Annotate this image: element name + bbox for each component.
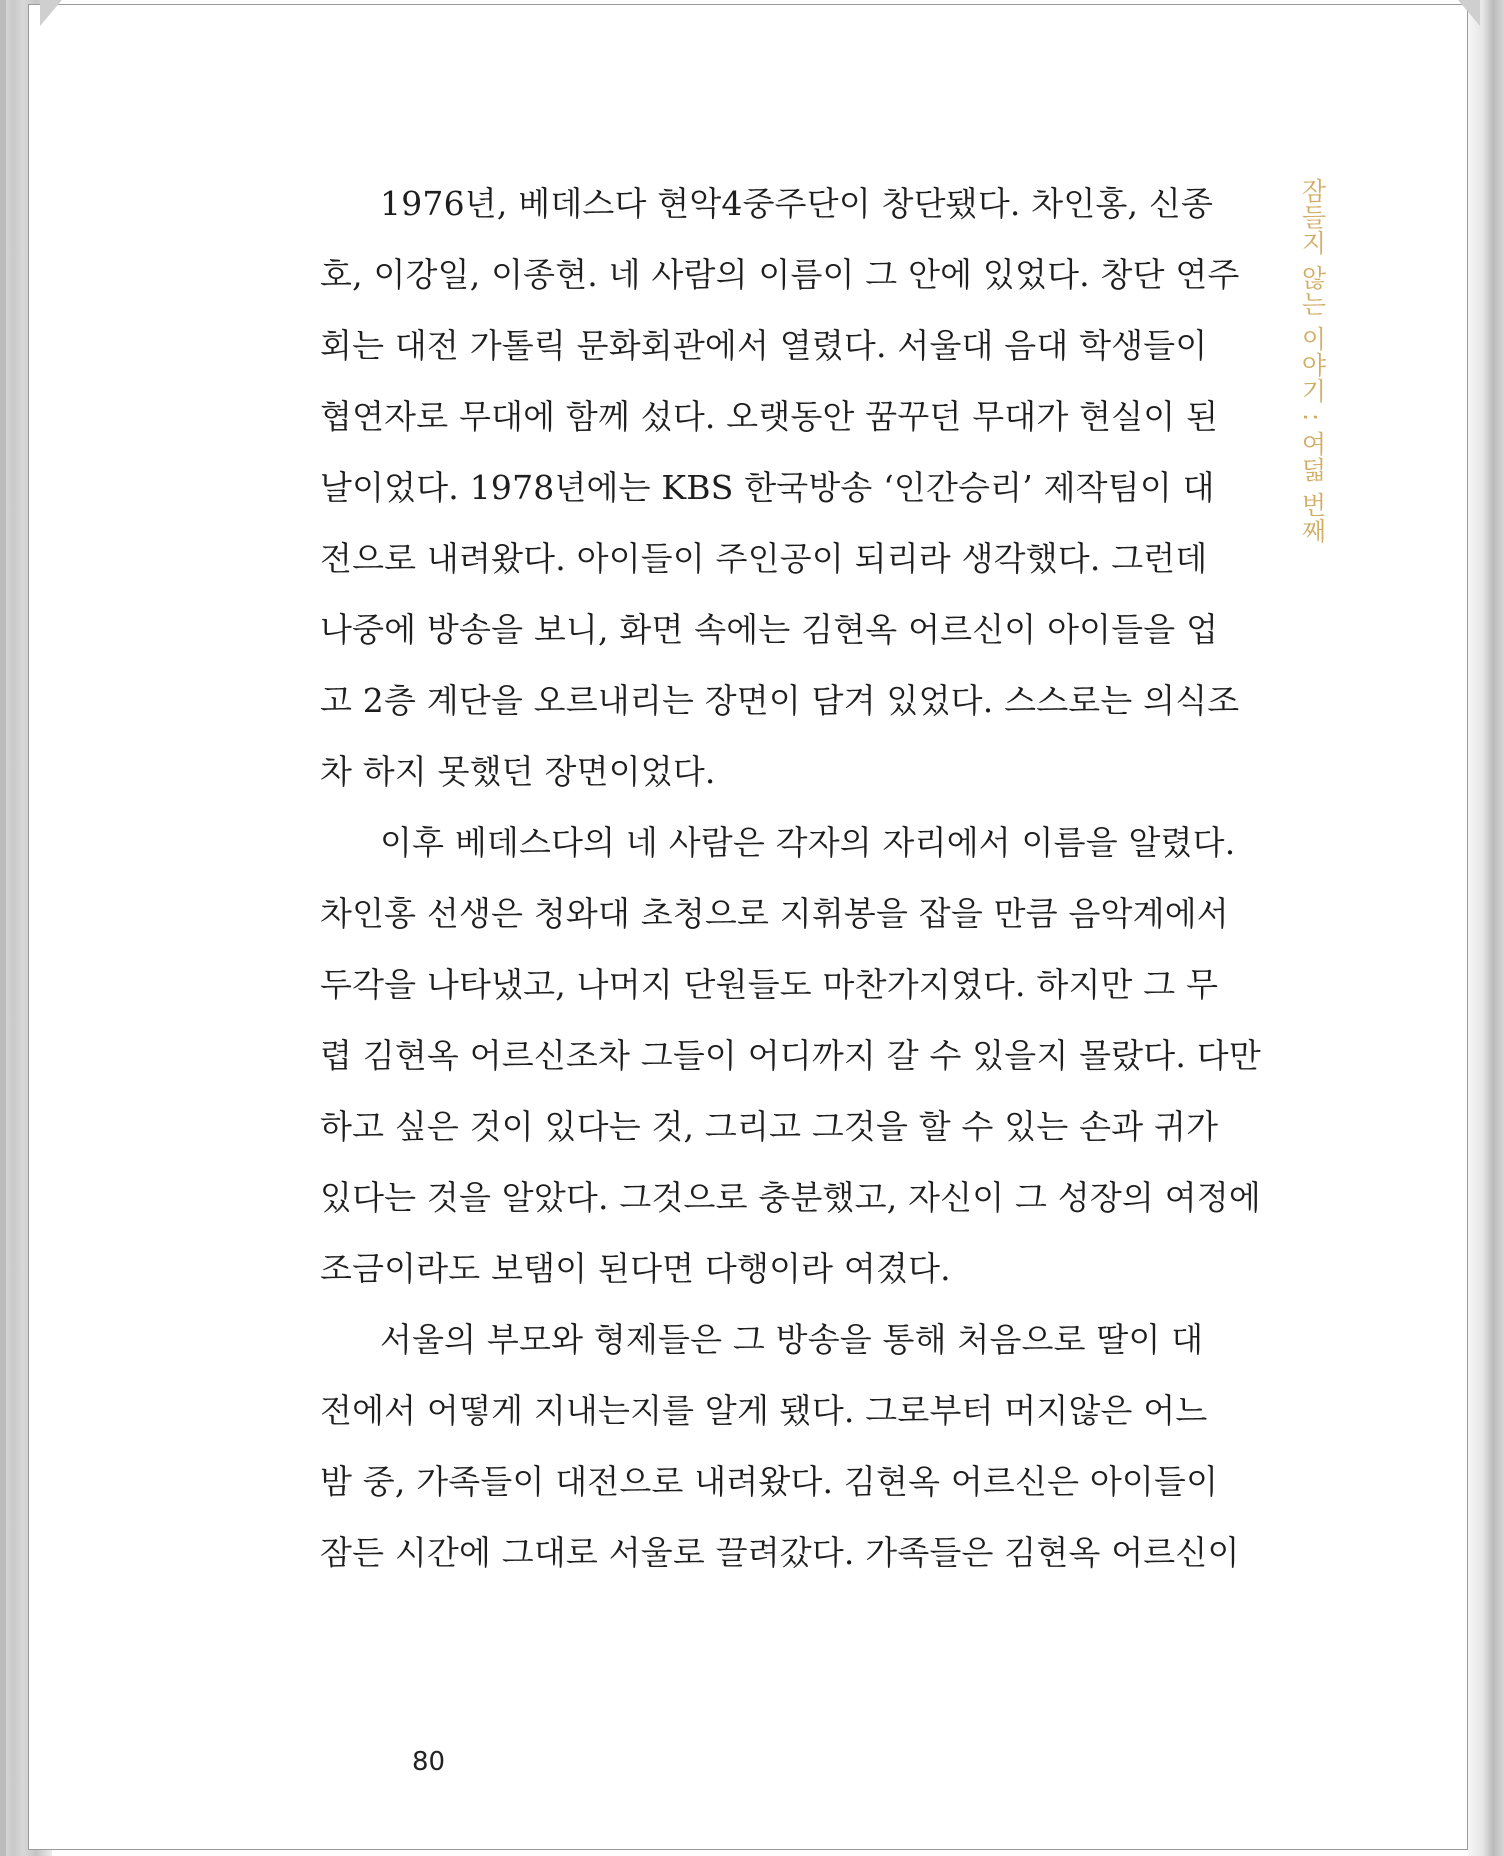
text-line: 1976년, 베데스다 현악4중주단이 창단됐다. 차인홍, 신종 [380, 184, 1214, 223]
text-line: 협연자로 무대에 함께 섰다. 오랫동안 꿈꾸던 무대가 현실이 된 [320, 397, 1219, 436]
text-line: 전에서 어떻게 지내는지를 알게 됐다. 그로부터 머지않은 어느 [320, 1391, 1208, 1430]
text-line: 있다는 것을 알았다. 그것으로 충분했고, 자신이 그 성장의 여정에 [320, 1178, 1261, 1217]
text-line: 나중에 방송을 보니, 화면 속에는 김현옥 어르신이 아이들을 업 [320, 610, 1219, 649]
book-right-edge [1468, 0, 1504, 1856]
text-line: 날이었다. 1978년에는 KBS 한국방송 ‘인간승리’ 제작팀이 대 [320, 468, 1215, 507]
book-page [52, 0, 1468, 1856]
text-line: 하고 싶은 것이 있다는 것, 그리고 그것을 할 수 있는 손과 귀가 [320, 1107, 1219, 1146]
text-line: 이후 베데스다의 네 사람은 각자의 자리에서 이름을 알렸다. [380, 823, 1236, 862]
text-line: 두각을 나타냈고, 나머지 단원들도 마찬가지였다. 하지만 그 무 [320, 965, 1219, 1004]
text-line: 회는 대전 가톨릭 문화회관에서 열렸다. 서울대 음대 학생들이 [320, 326, 1208, 365]
text-line: 잠든 시간에 그대로 서울로 끌려갔다. 가족들은 김현옥 어르신이 [320, 1533, 1240, 1572]
body-text [320, 168, 1261, 1588]
text-line: 밤 중, 가족들이 대전으로 내려왔다. 김현옥 어르신은 아이들이 [320, 1462, 1219, 1501]
text-line: 차 하지 못했던 장면이었다. [320, 752, 716, 791]
page-number: 80 [412, 1747, 446, 1777]
text-line: 차인홍 선생은 청와대 초청으로 지휘봉을 잡을 만큼 음악계에서 [320, 894, 1229, 933]
text-line: 전으로 내려왔다. 아이들이 주인공이 되리라 생각했다. 그런데 [320, 539, 1208, 578]
text-line: 조금이라도 보탬이 된다면 다행이라 여겼다. [320, 1249, 951, 1288]
running-header: 잠들지 않는 이야기 : 여덟 번째 [1298, 178, 1327, 545]
text-line: 고 2층 계단을 오르내리는 장면이 담겨 있었다. 스스로는 의식조 [320, 681, 1240, 720]
text-line: 호, 이강일, 이종현. 네 사람의 이름이 그 안에 있었다. 창단 연주 [320, 255, 1240, 294]
text-line: 렵 김현옥 어르신조차 그들이 어디까지 갈 수 있을지 몰랐다. 다만 [320, 1036, 1261, 1075]
text-line: 서울의 부모와 형제들은 그 방송을 통해 처음으로 딸이 대 [380, 1320, 1204, 1359]
